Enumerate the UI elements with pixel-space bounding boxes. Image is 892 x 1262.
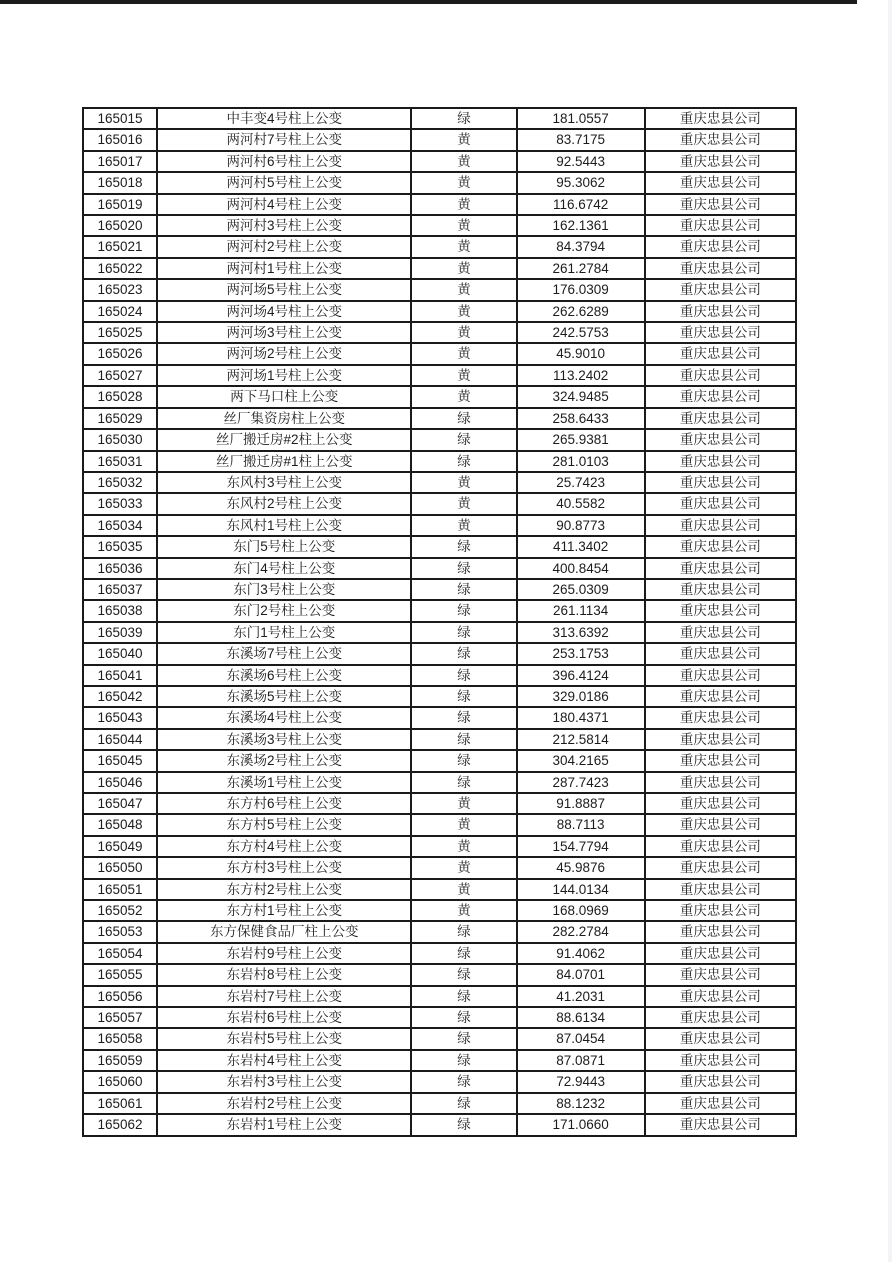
table-row — [83, 258, 796, 279]
cell-company: 重庆忠县公司 — [645, 579, 796, 600]
cell-status-color: 黄 — [411, 172, 516, 193]
cell-id: 165036 — [83, 558, 157, 579]
cell-id: 165054 — [83, 943, 157, 964]
table-row — [83, 129, 796, 150]
cell-value: 171.0660 — [517, 1114, 645, 1135]
cell-status-color: 绿 — [411, 1071, 516, 1092]
cell-name: 东溪场2号柱上公变 — [157, 750, 411, 771]
cell-value: 253.1753 — [517, 643, 645, 664]
cell-company: 重庆忠县公司 — [645, 921, 796, 942]
cell-company: 重庆忠县公司 — [645, 793, 796, 814]
cell-name: 两河村3号柱上公变 — [157, 215, 411, 236]
cell-status-color: 绿 — [411, 665, 516, 686]
cell-value: 95.3062 — [517, 172, 645, 193]
cell-status-color: 黄 — [411, 258, 516, 279]
cell-value: 162.1361 — [517, 215, 645, 236]
cell-id: 165020 — [83, 215, 157, 236]
cell-name: 东门4号柱上公变 — [157, 558, 411, 579]
cell-id: 165053 — [83, 921, 157, 942]
cell-id: 165022 — [83, 258, 157, 279]
cell-id: 165037 — [83, 579, 157, 600]
cell-company: 重庆忠县公司 — [645, 215, 796, 236]
cell-status-color: 黄 — [411, 493, 516, 514]
cell-id: 165061 — [83, 1093, 157, 1114]
table-row — [83, 558, 796, 579]
cell-name: 两河村4号柱上公变 — [157, 194, 411, 215]
cell-company: 重庆忠县公司 — [645, 194, 796, 215]
cell-id: 165045 — [83, 750, 157, 771]
cell-company: 重庆忠县公司 — [645, 343, 796, 364]
cell-value: 88.6134 — [517, 1007, 645, 1028]
cell-value: 144.0134 — [517, 879, 645, 900]
cell-value: 212.5814 — [517, 729, 645, 750]
cell-id: 165031 — [83, 451, 157, 472]
cell-value: 180.4371 — [517, 707, 645, 728]
table-row — [83, 1114, 796, 1135]
cell-status-color: 绿 — [411, 750, 516, 771]
transformer-table — [82, 107, 797, 1137]
table-row — [83, 729, 796, 750]
cell-company: 重庆忠县公司 — [645, 707, 796, 728]
cell-id: 165052 — [83, 900, 157, 921]
cell-name: 东岩村3号柱上公变 — [157, 1071, 411, 1092]
cell-status-color: 黄 — [411, 836, 516, 857]
cell-id: 165050 — [83, 857, 157, 878]
cell-company: 重庆忠县公司 — [645, 429, 796, 450]
table-row — [83, 836, 796, 857]
table-row — [83, 451, 796, 472]
cell-name: 两河场5号柱上公变 — [157, 279, 411, 300]
cell-name: 东岩村5号柱上公变 — [157, 1028, 411, 1049]
table-row — [83, 943, 796, 964]
cell-status-color: 黄 — [411, 343, 516, 364]
table-row — [83, 643, 796, 664]
cell-value: 262.6289 — [517, 301, 645, 322]
cell-value: 72.9443 — [517, 1071, 645, 1092]
table-row — [83, 322, 796, 343]
cell-value: 116.6742 — [517, 194, 645, 215]
cell-id: 165047 — [83, 793, 157, 814]
cell-company: 重庆忠县公司 — [645, 322, 796, 343]
table-row — [83, 600, 796, 621]
cell-company: 重庆忠县公司 — [645, 151, 796, 172]
cell-value: 400.8454 — [517, 558, 645, 579]
cell-company: 重庆忠县公司 — [645, 108, 796, 129]
table-row — [83, 579, 796, 600]
cell-id: 165049 — [83, 836, 157, 857]
cell-id: 165038 — [83, 600, 157, 621]
cell-name: 两河场1号柱上公变 — [157, 365, 411, 386]
table-row — [83, 750, 796, 771]
cell-company: 重庆忠县公司 — [645, 600, 796, 621]
cell-value: 261.1134 — [517, 600, 645, 621]
cell-name: 两河场3号柱上公变 — [157, 322, 411, 343]
table-row — [83, 900, 796, 921]
table-row — [83, 151, 796, 172]
cell-id: 165034 — [83, 515, 157, 536]
cell-value: 282.2784 — [517, 921, 645, 942]
cell-name: 东门5号柱上公变 — [157, 536, 411, 557]
cell-name: 东方村6号柱上公变 — [157, 793, 411, 814]
cell-company: 重庆忠县公司 — [645, 772, 796, 793]
cell-company: 重庆忠县公司 — [645, 279, 796, 300]
cell-status-color: 黄 — [411, 236, 516, 257]
cell-name: 东溪场1号柱上公变 — [157, 772, 411, 793]
cell-company: 重庆忠县公司 — [645, 814, 796, 835]
cell-name: 东溪场6号柱上公变 — [157, 665, 411, 686]
cell-name: 东风村3号柱上公变 — [157, 472, 411, 493]
cell-status-color: 绿 — [411, 1028, 516, 1049]
cell-company: 重庆忠县公司 — [645, 836, 796, 857]
cell-name: 东门2号柱上公变 — [157, 600, 411, 621]
cell-name: 东风村1号柱上公变 — [157, 515, 411, 536]
table-row — [83, 172, 796, 193]
cell-status-color: 绿 — [411, 408, 516, 429]
cell-name: 东溪场3号柱上公变 — [157, 729, 411, 750]
cell-value: 88.1232 — [517, 1093, 645, 1114]
cell-company: 重庆忠县公司 — [645, 1050, 796, 1071]
cell-company: 重庆忠县公司 — [645, 1114, 796, 1135]
cell-status-color: 黄 — [411, 793, 516, 814]
cell-company: 重庆忠县公司 — [645, 386, 796, 407]
cell-status-color: 绿 — [411, 729, 516, 750]
cell-id: 165048 — [83, 814, 157, 835]
table-row — [83, 1028, 796, 1049]
cell-id: 165018 — [83, 172, 157, 193]
cell-status-color: 绿 — [411, 686, 516, 707]
table-row — [83, 665, 796, 686]
cell-id: 165033 — [83, 493, 157, 514]
table-row — [83, 536, 796, 557]
cell-company: 重庆忠县公司 — [645, 986, 796, 1007]
cell-company: 重庆忠县公司 — [645, 536, 796, 557]
table-row — [83, 1093, 796, 1114]
cell-value: 396.4124 — [517, 665, 645, 686]
cell-value: 154.7794 — [517, 836, 645, 857]
cell-value: 88.7113 — [517, 814, 645, 835]
cell-id: 165057 — [83, 1007, 157, 1028]
cell-name: 两河场4号柱上公变 — [157, 301, 411, 322]
cell-value: 313.6392 — [517, 622, 645, 643]
cell-value: 25.7423 — [517, 472, 645, 493]
table-row — [83, 365, 796, 386]
cell-value: 411.3402 — [517, 536, 645, 557]
cell-status-color: 黄 — [411, 365, 516, 386]
table-row — [83, 429, 796, 450]
cell-id: 165055 — [83, 964, 157, 985]
cell-id: 165028 — [83, 386, 157, 407]
cell-company: 重庆忠县公司 — [645, 622, 796, 643]
cell-value: 83.7175 — [517, 129, 645, 150]
cell-company: 重庆忠县公司 — [645, 879, 796, 900]
cell-company: 重庆忠县公司 — [645, 515, 796, 536]
cell-id: 165040 — [83, 643, 157, 664]
cell-company: 重庆忠县公司 — [645, 301, 796, 322]
table-row — [83, 814, 796, 835]
cell-name: 东岩村8号柱上公变 — [157, 964, 411, 985]
cell-name: 东方村2号柱上公变 — [157, 879, 411, 900]
cell-id: 165023 — [83, 279, 157, 300]
cell-name: 中丰变4号柱上公变 — [157, 108, 411, 129]
table-row — [83, 1007, 796, 1028]
cell-status-color: 绿 — [411, 558, 516, 579]
cell-value: 242.5753 — [517, 322, 645, 343]
cell-name: 两河村7号柱上公变 — [157, 129, 411, 150]
cell-company: 重庆忠县公司 — [645, 964, 796, 985]
cell-id: 165032 — [83, 472, 157, 493]
cell-status-color: 绿 — [411, 1007, 516, 1028]
table-row — [83, 236, 796, 257]
cell-company: 重庆忠县公司 — [645, 365, 796, 386]
cell-id: 165029 — [83, 408, 157, 429]
cell-value: 265.9381 — [517, 429, 645, 450]
cell-value: 91.8887 — [517, 793, 645, 814]
cell-status-color: 绿 — [411, 772, 516, 793]
cell-id: 165060 — [83, 1071, 157, 1092]
cell-name: 两河场2号柱上公变 — [157, 343, 411, 364]
table-row — [83, 493, 796, 514]
cell-status-color: 黄 — [411, 279, 516, 300]
table-row — [83, 472, 796, 493]
table-row — [83, 1050, 796, 1071]
cell-id: 165059 — [83, 1050, 157, 1071]
cell-id: 165019 — [83, 194, 157, 215]
table-row — [83, 515, 796, 536]
cell-name: 两河村6号柱上公变 — [157, 151, 411, 172]
cell-name: 东岩村1号柱上公变 — [157, 1114, 411, 1135]
table-row — [83, 622, 796, 643]
cell-status-color: 绿 — [411, 108, 516, 129]
cell-company: 重庆忠县公司 — [645, 558, 796, 579]
cell-name: 东方保健食品厂柱上公变 — [157, 921, 411, 942]
cell-company: 重庆忠县公司 — [645, 172, 796, 193]
cell-status-color: 绿 — [411, 622, 516, 643]
cell-value: 113.2402 — [517, 365, 645, 386]
cell-status-color: 黄 — [411, 515, 516, 536]
cell-status-color: 绿 — [411, 1050, 516, 1071]
cell-company: 重庆忠县公司 — [645, 857, 796, 878]
cell-value: 45.9010 — [517, 343, 645, 364]
cell-name: 两河村5号柱上公变 — [157, 172, 411, 193]
table-row — [83, 408, 796, 429]
cell-id: 165042 — [83, 686, 157, 707]
cell-company: 重庆忠县公司 — [645, 900, 796, 921]
cell-company: 重庆忠县公司 — [645, 258, 796, 279]
cell-value: 304.2165 — [517, 750, 645, 771]
cell-id: 165015 — [83, 108, 157, 129]
cell-id: 165027 — [83, 365, 157, 386]
cell-status-color: 黄 — [411, 857, 516, 878]
cell-company: 重庆忠县公司 — [645, 451, 796, 472]
cell-status-color: 绿 — [411, 1093, 516, 1114]
cell-company: 重庆忠县公司 — [645, 1028, 796, 1049]
cell-value: 91.4062 — [517, 943, 645, 964]
cell-company: 重庆忠县公司 — [645, 1007, 796, 1028]
cell-id: 165016 — [83, 129, 157, 150]
cell-name: 两河村1号柱上公变 — [157, 258, 411, 279]
cell-name: 丝厂集资房柱上公变 — [157, 408, 411, 429]
cell-status-color: 黄 — [411, 900, 516, 921]
table-row — [83, 964, 796, 985]
cell-id: 165025 — [83, 322, 157, 343]
cell-id: 165044 — [83, 729, 157, 750]
cell-value: 329.0186 — [517, 686, 645, 707]
cell-status-color: 绿 — [411, 643, 516, 664]
cell-status-color: 绿 — [411, 986, 516, 1007]
cell-status-color: 黄 — [411, 151, 516, 172]
cell-name: 东溪场7号柱上公变 — [157, 643, 411, 664]
cell-status-color: 绿 — [411, 964, 516, 985]
cell-name: 东门3号柱上公变 — [157, 579, 411, 600]
cell-value: 324.9485 — [517, 386, 645, 407]
cell-status-color: 绿 — [411, 600, 516, 621]
cell-value: 287.7423 — [517, 772, 645, 793]
cell-company: 重庆忠县公司 — [645, 750, 796, 771]
cell-name: 东岩村4号柱上公变 — [157, 1050, 411, 1071]
cell-id: 165062 — [83, 1114, 157, 1135]
cell-id: 165046 — [83, 772, 157, 793]
cell-company: 重庆忠县公司 — [645, 1093, 796, 1114]
cell-id: 165058 — [83, 1028, 157, 1049]
table-row — [83, 686, 796, 707]
window-top-edge — [0, 0, 857, 4]
cell-status-color: 黄 — [411, 814, 516, 835]
cell-value: 261.2784 — [517, 258, 645, 279]
cell-name: 东溪场5号柱上公变 — [157, 686, 411, 707]
table-row — [83, 108, 796, 129]
cell-company: 重庆忠县公司 — [645, 472, 796, 493]
cell-company: 重庆忠县公司 — [645, 408, 796, 429]
table-row — [83, 343, 796, 364]
table-row — [83, 857, 796, 878]
cell-name: 丝厂搬迁房#1柱上公变 — [157, 451, 411, 472]
cell-company: 重庆忠县公司 — [645, 129, 796, 150]
table-row — [83, 986, 796, 1007]
cell-name: 东方村3号柱上公变 — [157, 857, 411, 878]
cell-id: 165051 — [83, 879, 157, 900]
cell-company: 重庆忠县公司 — [645, 1071, 796, 1092]
cell-id: 165039 — [83, 622, 157, 643]
cell-status-color: 绿 — [411, 921, 516, 942]
cell-id: 165030 — [83, 429, 157, 450]
cell-value: 90.8773 — [517, 515, 645, 536]
cell-status-color: 绿 — [411, 943, 516, 964]
cell-name: 丝厂搬迁房#2柱上公变 — [157, 429, 411, 450]
cell-id: 165043 — [83, 707, 157, 728]
cell-status-color: 黄 — [411, 194, 516, 215]
cell-name: 东岩村2号柱上公变 — [157, 1093, 411, 1114]
cell-value: 176.0309 — [517, 279, 645, 300]
cell-status-color: 黄 — [411, 301, 516, 322]
cell-company: 重庆忠县公司 — [645, 665, 796, 686]
page-right-edge — [888, 0, 892, 1262]
cell-company: 重庆忠县公司 — [645, 729, 796, 750]
cell-name: 东溪场4号柱上公变 — [157, 707, 411, 728]
cell-name: 东岩村6号柱上公变 — [157, 1007, 411, 1028]
cell-company: 重庆忠县公司 — [645, 643, 796, 664]
cell-company: 重庆忠县公司 — [645, 943, 796, 964]
cell-value: 40.5582 — [517, 493, 645, 514]
cell-value: 84.0701 — [517, 964, 645, 985]
cell-value: 45.9876 — [517, 857, 645, 878]
table-row — [83, 879, 796, 900]
table-row — [83, 772, 796, 793]
cell-name: 东风村2号柱上公变 — [157, 493, 411, 514]
cell-value: 258.6433 — [517, 408, 645, 429]
table-row — [83, 215, 796, 236]
table-row — [83, 707, 796, 728]
cell-name: 东岩村9号柱上公变 — [157, 943, 411, 964]
cell-value: 84.3794 — [517, 236, 645, 257]
cell-id: 165024 — [83, 301, 157, 322]
table-row — [83, 279, 796, 300]
cell-value: 92.5443 — [517, 151, 645, 172]
cell-id: 165056 — [83, 986, 157, 1007]
cell-name: 东方村5号柱上公变 — [157, 814, 411, 835]
cell-value: 41.2031 — [517, 986, 645, 1007]
cell-name: 东岩村7号柱上公变 — [157, 986, 411, 1007]
cell-value: 87.0871 — [517, 1050, 645, 1071]
cell-id: 165041 — [83, 665, 157, 686]
table-row — [83, 793, 796, 814]
cell-status-color: 绿 — [411, 429, 516, 450]
transformer-table-body — [83, 108, 796, 1136]
cell-status-color: 黄 — [411, 129, 516, 150]
cell-id: 165021 — [83, 236, 157, 257]
table-row — [83, 386, 796, 407]
cell-status-color: 绿 — [411, 1114, 516, 1135]
cell-name: 两河村2号柱上公变 — [157, 236, 411, 257]
cell-value: 281.0103 — [517, 451, 645, 472]
cell-status-color: 黄 — [411, 215, 516, 236]
cell-status-color: 绿 — [411, 707, 516, 728]
table-row — [83, 921, 796, 942]
cell-id: 165026 — [83, 343, 157, 364]
cell-status-color: 绿 — [411, 579, 516, 600]
cell-company: 重庆忠县公司 — [645, 493, 796, 514]
cell-company: 重庆忠县公司 — [645, 686, 796, 707]
cell-value: 168.0969 — [517, 900, 645, 921]
cell-status-color: 绿 — [411, 451, 516, 472]
cell-name: 东方村4号柱上公变 — [157, 836, 411, 857]
cell-status-color: 黄 — [411, 879, 516, 900]
cell-value: 181.0557 — [517, 108, 645, 129]
cell-status-color: 绿 — [411, 536, 516, 557]
cell-value: 87.0454 — [517, 1028, 645, 1049]
cell-id: 165035 — [83, 536, 157, 557]
cell-status-color: 黄 — [411, 386, 516, 407]
cell-company: 重庆忠县公司 — [645, 236, 796, 257]
cell-name: 东方村1号柱上公变 — [157, 900, 411, 921]
cell-id: 165017 — [83, 151, 157, 172]
cell-name: 两下马口柱上公变 — [157, 386, 411, 407]
cell-status-color: 黄 — [411, 472, 516, 493]
cell-value: 265.0309 — [517, 579, 645, 600]
table-row — [83, 301, 796, 322]
table-row — [83, 194, 796, 215]
cell-name: 东门1号柱上公变 — [157, 622, 411, 643]
cell-status-color: 黄 — [411, 322, 516, 343]
table-row — [83, 1071, 796, 1092]
